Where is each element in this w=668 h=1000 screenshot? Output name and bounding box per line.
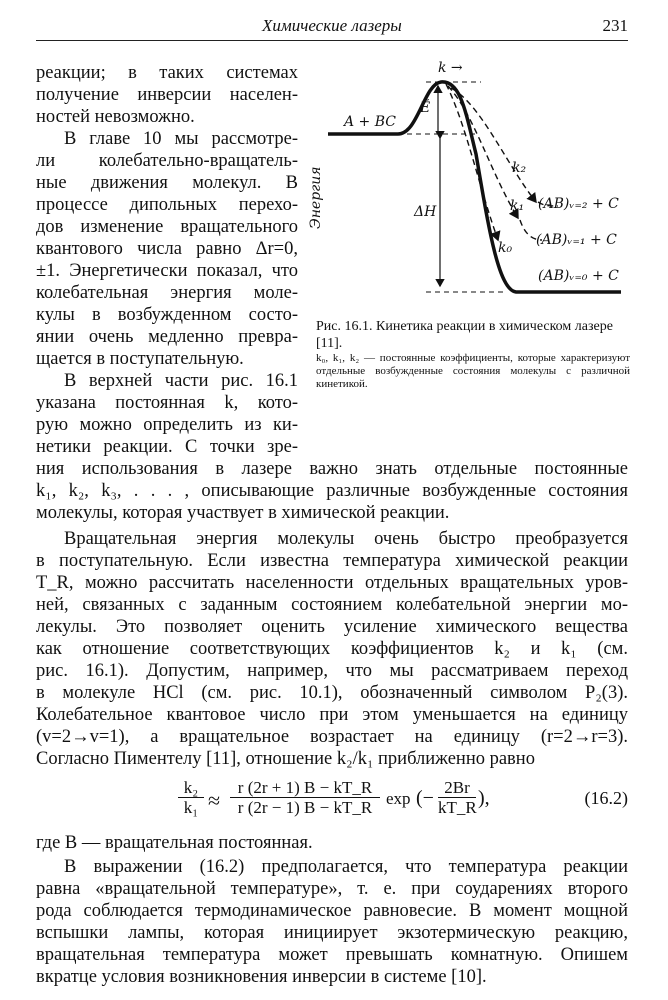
formula-approx: ≈ [208,788,221,813]
text-line: ния использования в лазере важно знать отдельные постоянные [36,459,628,479]
text-line: k₁, k₂, k₃, . . . , описывающие различные возбужденные состояния [36,481,628,501]
text-line: колебательная энергия моле- [36,283,298,303]
formula-exp-num: 2Br [438,778,476,798]
figure-16-1 [306,54,636,310]
text-line: ные движения молекул. В [36,173,298,193]
running-head: Химические лазеры [262,16,402,35]
text-line: (v=2→v=1), а вращательное возрастает на единицу (r=2→r=3). [36,727,628,747]
text-line: указана постоянная k, кото- [36,393,298,413]
text-line: ностей невозможно. [36,107,195,127]
page-header [36,14,628,41]
text-line: ней, связанных с заданным состоянием колебательной энергии мо- [36,595,628,615]
formula-lhs [178,778,204,818]
text-line: рис. 16.1). Допустим, например, что мы рассматриваем переход [36,661,628,681]
formula-exp-close: ), [478,787,490,809]
text-line: янии очень медленно превра- [36,327,298,347]
text-line: в поступательную. Если известна температура химической реакции [36,551,628,571]
formula-exp-frac [438,778,476,818]
k1-label: k₁ [510,198,525,214]
text-line: рода соблюдается термодинамическое равновесие. В момент мощной [36,901,628,921]
text-line: В главе 10 мы рассмотре- [64,129,298,149]
delta-h-label: ΔH [414,204,437,220]
k0-label: k₀ [498,240,513,256]
text-line: реакции; в таких системах [36,63,298,83]
ab2-label: (AB)ᵥ₌₂ + C [538,196,619,212]
text-line: равна «вращательной температуре», т. е. при соударениях второго [36,879,628,899]
text-line: В верхней части рис. 16.1 [64,371,298,391]
text-line: лекулы. Это позволяет оценить усиление химического вещества [36,617,628,637]
text-line: T_R, можно рассчитать населенности отдельных вращательных уров- [36,573,628,593]
text-line: дов изменение вращательного [36,217,298,237]
text-line: вкратце условия возникновения инверсии в системе [10]. [36,967,487,987]
k-arrow-label: k → [438,60,463,76]
energy-diagram [306,54,636,310]
text-line: рую можно определить из ки- [36,415,298,435]
text-line: Вращательная энергия молекулы очень быстро преобразуется [64,529,628,549]
reactants-label: A + BC [344,114,397,130]
text-line: Колебательное квантовое число при этом уменьшается на единицу [36,705,628,725]
formula-rhs [230,778,380,818]
formula-rhs-num: r (2r + 1) B − kT_R [230,778,380,798]
figure-caption: Рис. 16.1. Кинетика реакции в химическом лазере [11]. [316,319,613,351]
y-axis-label: Энергия [308,166,324,229]
text-line: ли колебательно-вращатель- [36,151,298,171]
text-line: вращательная температура может превышать комнатную. Опишем [36,945,628,965]
text-line: вспышки лампы, которая инициирует экзотермическую реакцию, [36,923,628,943]
excited-path-k0 [446,84,498,240]
text-line: В выражении (16.2) предполагается, что температура реакции [64,857,628,877]
text-line: щается в поступательную. [36,349,244,369]
formula-exp-open: (− [416,787,434,809]
text-line: нетики реакции. С точки зре- [36,437,298,457]
text-line: молекулы, которая участвует в химической реакции. [36,503,450,523]
formula-lhs-den: k₁ [183,798,199,817]
formula-lhs-num: k₂ [178,778,204,798]
formula-exp-den: kT_R [438,798,477,817]
formula-rhs-den: r (2r − 1) B − kT_R [237,798,373,817]
k2-label: k₂ [512,160,527,176]
figure-caption-note: k₀, k₁, k₂ — постоянные коэффициенты, которые характеризуют отдельные возбужденные состояния молекулы с различной кинетикой. [316,352,630,390]
text-line: в молекуле HCl (см. рис. 10.1), обозначенный символом P₂(3). [36,683,628,703]
text-line: квантового числа равно Δr=0, [36,239,298,259]
formula-exp: exp [386,789,411,808]
formula-16-2 [178,778,628,822]
text-line: где B — вращательная постоянная. [36,833,313,853]
text-line: кулы в возбужденном состо- [36,305,298,325]
page-number: 231 [602,16,628,35]
ab0-label: (AB)ᵥ₌₀ + C [538,268,619,284]
text-line: как отношение соответствующих коэффициентов k₂ и k₁ (см. [36,639,628,659]
equation-number: (16.2) [584,788,628,808]
text-line: Согласно Пиментелу [11], отношение k₂/k₁ приближенно равно [36,749,535,769]
text-line: процессе дипольных перехо- [36,195,298,215]
ab1-label: (AB)ᵥ₌₁ + C [536,232,617,248]
text-line: получение инверсии населен- [36,85,298,105]
text-line: ±1. Энергетически показал, что [36,261,298,281]
activation-label: Ẽ [420,100,431,116]
